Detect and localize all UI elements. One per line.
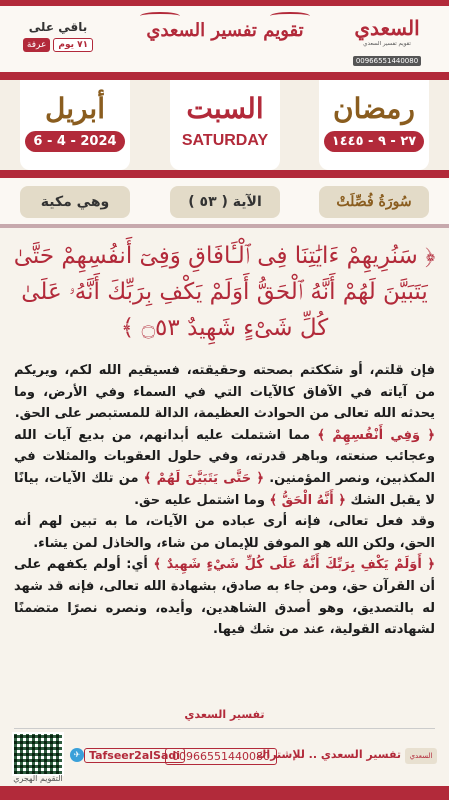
gregorian-date-card [20, 80, 130, 170]
gregorian-date: 6 - 4 - 2024 [25, 131, 125, 152]
surah-info-row [0, 178, 449, 224]
subscribe-text: تفسير السعدي .. للإشتراك [256, 748, 401, 761]
ayah-number: الآية ( ٥٣ ) [170, 186, 280, 218]
quote: ﴿ أَنَّهُ الْحَقُّ ﴾ [269, 492, 346, 508]
quote: ﴿ حَتَّى يَتَبَيَّنَ لَهُمْ ﴾ [143, 470, 264, 486]
bottom-band [0, 786, 449, 800]
tafsir-span: مما اشتملت عليه أبدانهم، من بديع آيات الله وعجائب صنعته، وباهر قدرته، وفي حلول العقوبات والمثلات في المكذبين، ونصر المؤمنين. [14, 427, 435, 486]
remaining-event: عرفة [23, 38, 50, 52]
divider-band [0, 72, 449, 80]
quote: ﴿ أَوَلَمْ يَكْفِ بِرَبِّكَ أَنَّهُ عَلَى كُلِّ شَيْءٍ شَهِيدٌ ﴾ [153, 557, 435, 573]
telegram-icon: ✈ [70, 748, 84, 762]
surah-name: سُورَةُ فُصِّلَتْ [319, 186, 429, 218]
telegram-handle-link[interactable]: Tafseer2alSadi [84, 748, 185, 763]
logo-subtitle: تقويم تفسير السعدي [363, 41, 411, 47]
brand-title: تقويم تفسير السعدي [120, 20, 330, 41]
tafsir-paragraph [14, 554, 435, 640]
weekday-english: SATURDAY [181, 132, 269, 149]
weekday-card [170, 80, 280, 170]
header [0, 6, 449, 72]
hijri-date: ٢٧ - ٩ - ١٤٤٥ [324, 131, 424, 152]
footer [0, 732, 449, 786]
footer-logo: السعدي [405, 748, 437, 764]
date-row [0, 80, 449, 170]
hijri-month: رمضان [333, 92, 415, 125]
remaining-days-count: ٧١ يوم [53, 38, 93, 52]
divider-band [0, 224, 449, 228]
tafsir-span: وما اشتمل عليه حق. [134, 492, 270, 508]
logo-phone: 00966551440080 [353, 56, 421, 66]
logo-text: السعدي [354, 16, 420, 40]
tafsir-paragraph: فإن قلتم، أو شككتم بصحته وحقيقته، فسيقيم الله لكم، ويريكم من آياته في الآفاق كالآيات التي في السماء وفي الأرض، وما يحدثه الله تعالى من الحوادث العظيمة، الدالة للمستبصر على الحق. [14, 363, 435, 422]
footer-divider [14, 728, 435, 729]
tafsir-text [14, 360, 435, 641]
qr-code-icon[interactable] [12, 732, 64, 776]
signature: تفسير السعدي [184, 708, 265, 721]
quran-verse: ﴿ سَنُرِيهِمْ ءَايَٰتِنَا فِى ٱلْـَٔافَاقِ وَفِىٓ أَنفُسِهِمْ حَتَّىٰ يَتَبَيَّنَ لَهُمْ أَنَّهُ ٱلْحَقُّ أَوَلَمْ يَكْفِ بِرَبِّكَ أَنَّهُۥ عَلَىٰ كُلِّ شَىْءٍ شَهِيدٌ ۝٥٣ ﴾ [13, 243, 436, 341]
whatsapp-phone-link[interactable]: 00966551440080 [165, 748, 277, 765]
gregorian-month: أبريل [44, 92, 106, 125]
remaining-label: باقي على [28, 20, 88, 34]
weekday-arabic: السبت [186, 92, 264, 125]
tafsir-span: من تلك الآيات، بيانًا لا يقبل الشك [14, 470, 435, 508]
tafsir-span: أي: أولم يكفهم على أن القرآن حق، ومن جاء به صادق، بشهادة الله تعالى، فإنه قد شهد له بالتصديق، وهو أصدق الشاهدين، وأيده، ونصره نصرًا متضمنًا لشهادته القولية، عند من شك فيها. [14, 557, 435, 638]
divider-band [0, 170, 449, 178]
revelation-type: وهي مكية [20, 186, 130, 218]
tafsir-paragraph [14, 425, 435, 511]
app-logo [341, 16, 433, 66]
quote: ﴿ وَفِي أَنْفُسِهِمْ ﴾ [317, 427, 435, 443]
tafsir-paragraph: وقد فعل تعالى، فإنه أرى عباده من الآيات، ما به تبين لهم أنه الحق، ولكن الله هو الموفق للإيمان من شاء، والخاذل لمن يشاء. [14, 514, 435, 551]
hijri-date-card [319, 80, 429, 170]
qr-label: التقويم الهجري [13, 774, 63, 783]
remaining-days-widget [20, 20, 96, 52]
